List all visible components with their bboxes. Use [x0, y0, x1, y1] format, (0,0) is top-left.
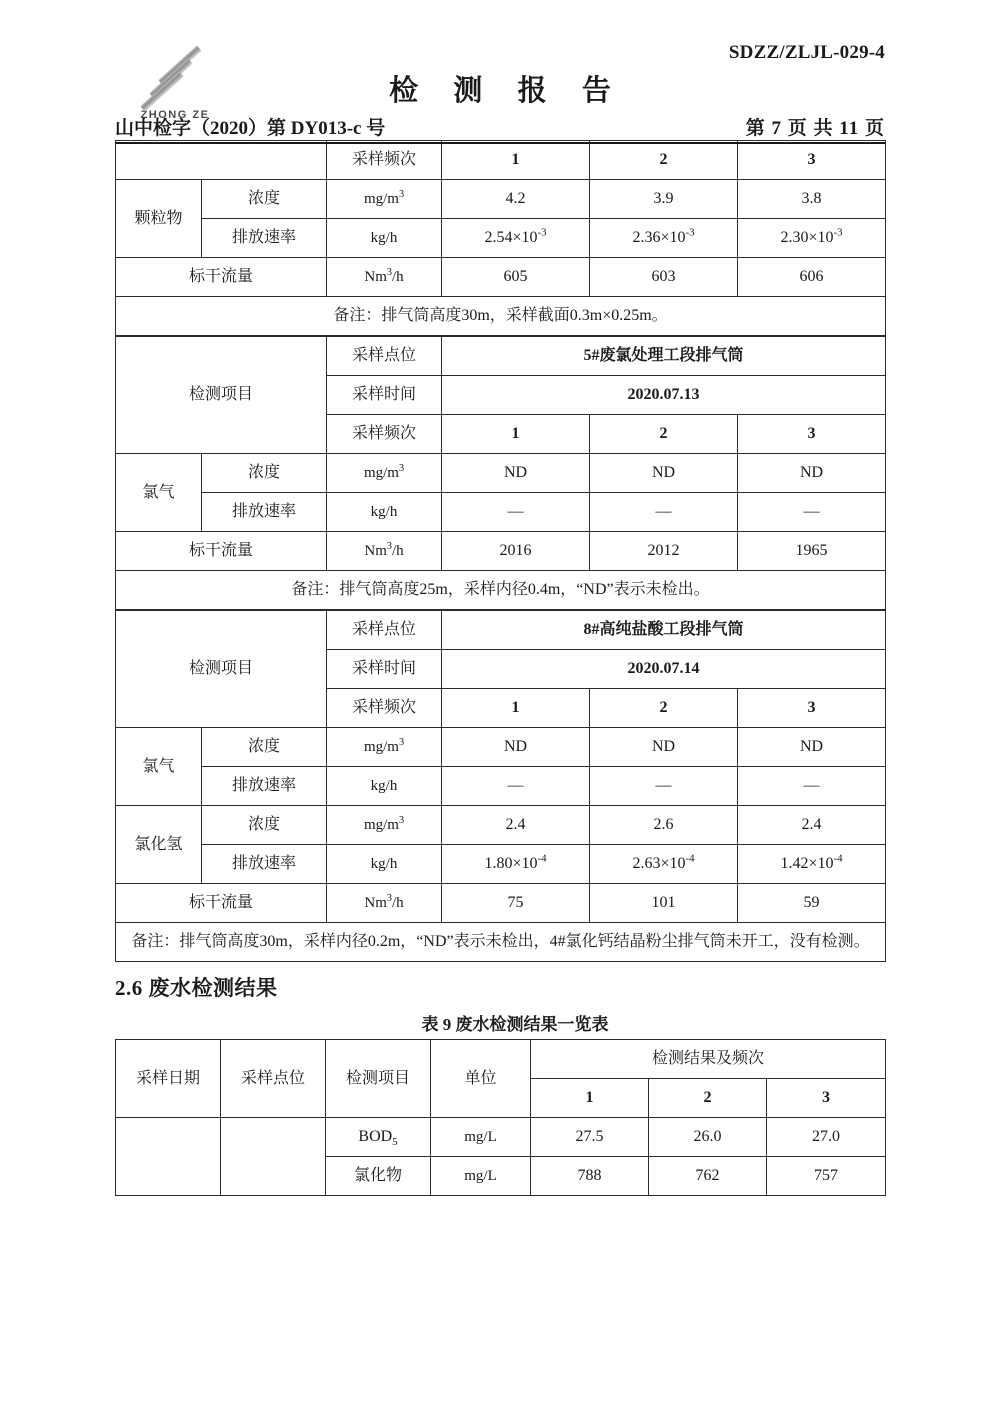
unit-nm3-per-h: Nm$^3$/h	[327, 258, 442, 297]
detection-item-label: 检测项目	[116, 337, 327, 454]
particulate-table-wrap	[115, 140, 885, 336]
value-cell: 757	[767, 1157, 886, 1196]
header-results-group: 检测结果及频次	[531, 1040, 886, 1079]
concentration-label: 浓度	[202, 454, 327, 493]
table-row	[116, 806, 886, 845]
pollutant-name: 氯气	[116, 454, 202, 532]
value-cell: 762	[649, 1157, 767, 1196]
value-cell: $2.63\times 10^{-4}$	[590, 845, 738, 884]
value-cell: 606	[738, 258, 886, 297]
table-row	[116, 297, 886, 336]
value-cell: —	[590, 493, 738, 532]
sample-time-label: 采样时间	[327, 376, 442, 415]
value-cell: 2.4	[738, 806, 886, 845]
chlorine5-table	[115, 336, 886, 610]
emission-rate-label: 排放速率	[202, 219, 327, 258]
table-row	[116, 884, 886, 923]
report-number: 山中检字（2020）第 DY013-c 号	[115, 118, 386, 139]
table-row	[116, 767, 886, 806]
emission-rate-label: 排放速率	[202, 767, 327, 806]
pollutant-name: 颗粒物	[116, 180, 202, 258]
sample-point-label: 采样点位	[327, 611, 442, 650]
table-row	[116, 728, 886, 767]
value-cell: 2.4	[442, 806, 590, 845]
unit-cell: mg/L	[431, 1157, 531, 1196]
hcl8-table-wrap	[115, 610, 885, 962]
unit-mg-per-m3: $mg/m^3$	[327, 180, 442, 219]
wastewater-table	[115, 1039, 886, 1196]
sample-point-value: 5#废氯处理工段排气筒	[442, 337, 886, 376]
particulate-table	[115, 140, 886, 336]
sample-date-value	[116, 1118, 221, 1196]
wastewater-table-wrap	[115, 1039, 885, 1196]
value-cell: 2012	[590, 532, 738, 571]
value-cell: ND	[442, 728, 590, 767]
pollutant-name: 氯化氢	[116, 806, 202, 884]
freq-3: 3	[738, 415, 886, 454]
sample-time-value: 2020.07.13	[442, 376, 886, 415]
unit-kg-per-h: kg/h	[327, 845, 442, 884]
document-code: SDZZ/ZLJL-029-4	[728, 42, 885, 63]
value-cell: —	[442, 493, 590, 532]
header-sample-point: 采样点位	[221, 1040, 326, 1118]
value-cell: 59	[738, 884, 886, 923]
value-cell: $2.54\times 10^{-3}$	[442, 219, 590, 258]
freq-1: 1	[442, 415, 590, 454]
pollutant-name: 氯气	[116, 728, 202, 806]
table-row	[116, 258, 886, 297]
header-unit: 单位	[431, 1040, 531, 1118]
value-cell: ND	[738, 454, 886, 493]
flow-label: 标干流量	[116, 884, 327, 923]
value-cell: ND	[738, 728, 886, 767]
freq-3: 3	[738, 689, 886, 728]
concentration-label: 浓度	[202, 180, 327, 219]
value-cell: ND	[590, 454, 738, 493]
unit-cell: mg/L	[431, 1118, 531, 1157]
freq-1: 1	[531, 1079, 649, 1118]
value-cell: 101	[590, 884, 738, 923]
value-cell: 27.0	[767, 1118, 886, 1157]
value-cell: $2.30\times 10^{-3}$	[738, 219, 886, 258]
hcl8-table	[115, 610, 886, 962]
table-row	[116, 454, 886, 493]
header-sample-date: 采样日期	[116, 1040, 221, 1118]
value-cell: 75	[442, 884, 590, 923]
freq-label: 采样频次	[327, 415, 442, 454]
freq-2: 2	[590, 141, 738, 180]
value-cell: ND	[590, 728, 738, 767]
freq-1: 1	[442, 141, 590, 180]
detection-item-label: 检测项目	[116, 611, 327, 728]
value-cell: ND	[442, 454, 590, 493]
table-row	[116, 923, 886, 962]
sample-point-value	[221, 1118, 326, 1196]
value-cell: 788	[531, 1157, 649, 1196]
value-cell: 3.9	[590, 180, 738, 219]
table-row	[116, 141, 886, 180]
logo-text: ZHONG ZE	[140, 109, 210, 121]
value-cell: $1.42\times 10^{-4}$	[738, 845, 886, 884]
value-cell: 603	[590, 258, 738, 297]
value-cell: 4.2	[442, 180, 590, 219]
value-cell: —	[738, 493, 886, 532]
table-note: 备注：排气筒高度30m，采样截面0.3m×0.25m。	[116, 297, 886, 336]
header-detection-item: 检测项目	[326, 1040, 431, 1118]
value-cell: 26.0	[649, 1118, 767, 1157]
concentration-label: 浓度	[202, 806, 327, 845]
value-cell: $2.36\times 10^{-3}$	[590, 219, 738, 258]
subheader-bar	[115, 112, 885, 144]
table-row	[116, 571, 886, 610]
emission-rate-label: 排放速率	[202, 493, 327, 532]
emission-rate-label: 排放速率	[202, 845, 327, 884]
freq-3: 3	[767, 1079, 886, 1118]
page-header	[115, 0, 885, 140]
value-cell: 2.6	[590, 806, 738, 845]
sample-time-label: 采样时间	[327, 650, 442, 689]
freq-2: 2	[590, 415, 738, 454]
value-cell: 27.5	[531, 1118, 649, 1157]
sample-point-label: 采样点位	[327, 337, 442, 376]
value-cell: 1965	[738, 532, 886, 571]
freq-1: 1	[442, 689, 590, 728]
chlorine5-table-wrap	[115, 336, 885, 610]
unit-kg-per-h: kg/h	[327, 767, 442, 806]
table-row	[116, 219, 886, 258]
freq-label: 采样频次	[327, 689, 442, 728]
item-name: $BOD_5$	[326, 1118, 431, 1157]
unit-mg-per-m3: $mg/m^3$	[327, 728, 442, 767]
value-cell: $1.80\times 10^{-4}$	[442, 845, 590, 884]
unit-kg-per-h: kg/h	[327, 493, 442, 532]
flow-label: 标干流量	[116, 258, 327, 297]
value-cell: —	[738, 767, 886, 806]
table-row	[116, 845, 886, 884]
unit-nm3-per-h: Nm$^3$/h	[327, 532, 442, 571]
table-caption: 表 9 废水检测结果一览表	[421, 1015, 609, 1034]
table-row	[116, 1040, 886, 1079]
flow-label: 标干流量	[116, 532, 327, 571]
value-cell: 2016	[442, 532, 590, 571]
unit-kg-per-h: kg/h	[327, 219, 442, 258]
value-cell: 3.8	[738, 180, 886, 219]
table-row	[116, 337, 886, 376]
sample-point-value: 8#高纯盐酸工段排气筒	[442, 611, 886, 650]
table-row	[116, 1118, 886, 1157]
table-note: 备注：排气筒高度30m，采样内径0.2m，“ND”表示未检出，4#氯化钙结晶粉尘排气筒未开工，没有检测。	[116, 923, 886, 962]
concentration-label: 浓度	[202, 728, 327, 767]
freq-2: 2	[649, 1079, 767, 1118]
page-number: 第 7 页 共 11 页	[745, 118, 885, 139]
empty-cell	[116, 141, 327, 180]
table-row	[116, 611, 886, 650]
value-cell: —	[590, 767, 738, 806]
freq-3: 3	[738, 141, 886, 180]
table-note: 备注：排气筒高度25m，采样内径0.4m，“ND”表示未检出。	[116, 571, 886, 610]
section-heading: 2.6 废水检测结果	[115, 976, 278, 1000]
table-row	[116, 493, 886, 532]
value-cell: 605	[442, 258, 590, 297]
unit-mg-per-m3: $mg/m^3$	[327, 806, 442, 845]
table-row	[116, 532, 886, 571]
unit-nm3-per-h: Nm$^3$/h	[327, 884, 442, 923]
sample-time-value: 2020.07.14	[442, 650, 886, 689]
page-title: 检 测 报 告	[389, 75, 625, 107]
value-cell: —	[442, 767, 590, 806]
item-name: 氯化物	[326, 1157, 431, 1196]
freq-2: 2	[590, 689, 738, 728]
freq-label: 采样频次	[327, 141, 442, 180]
table-row	[116, 180, 886, 219]
unit-mg-per-m3: $mg/m^3$	[327, 454, 442, 493]
